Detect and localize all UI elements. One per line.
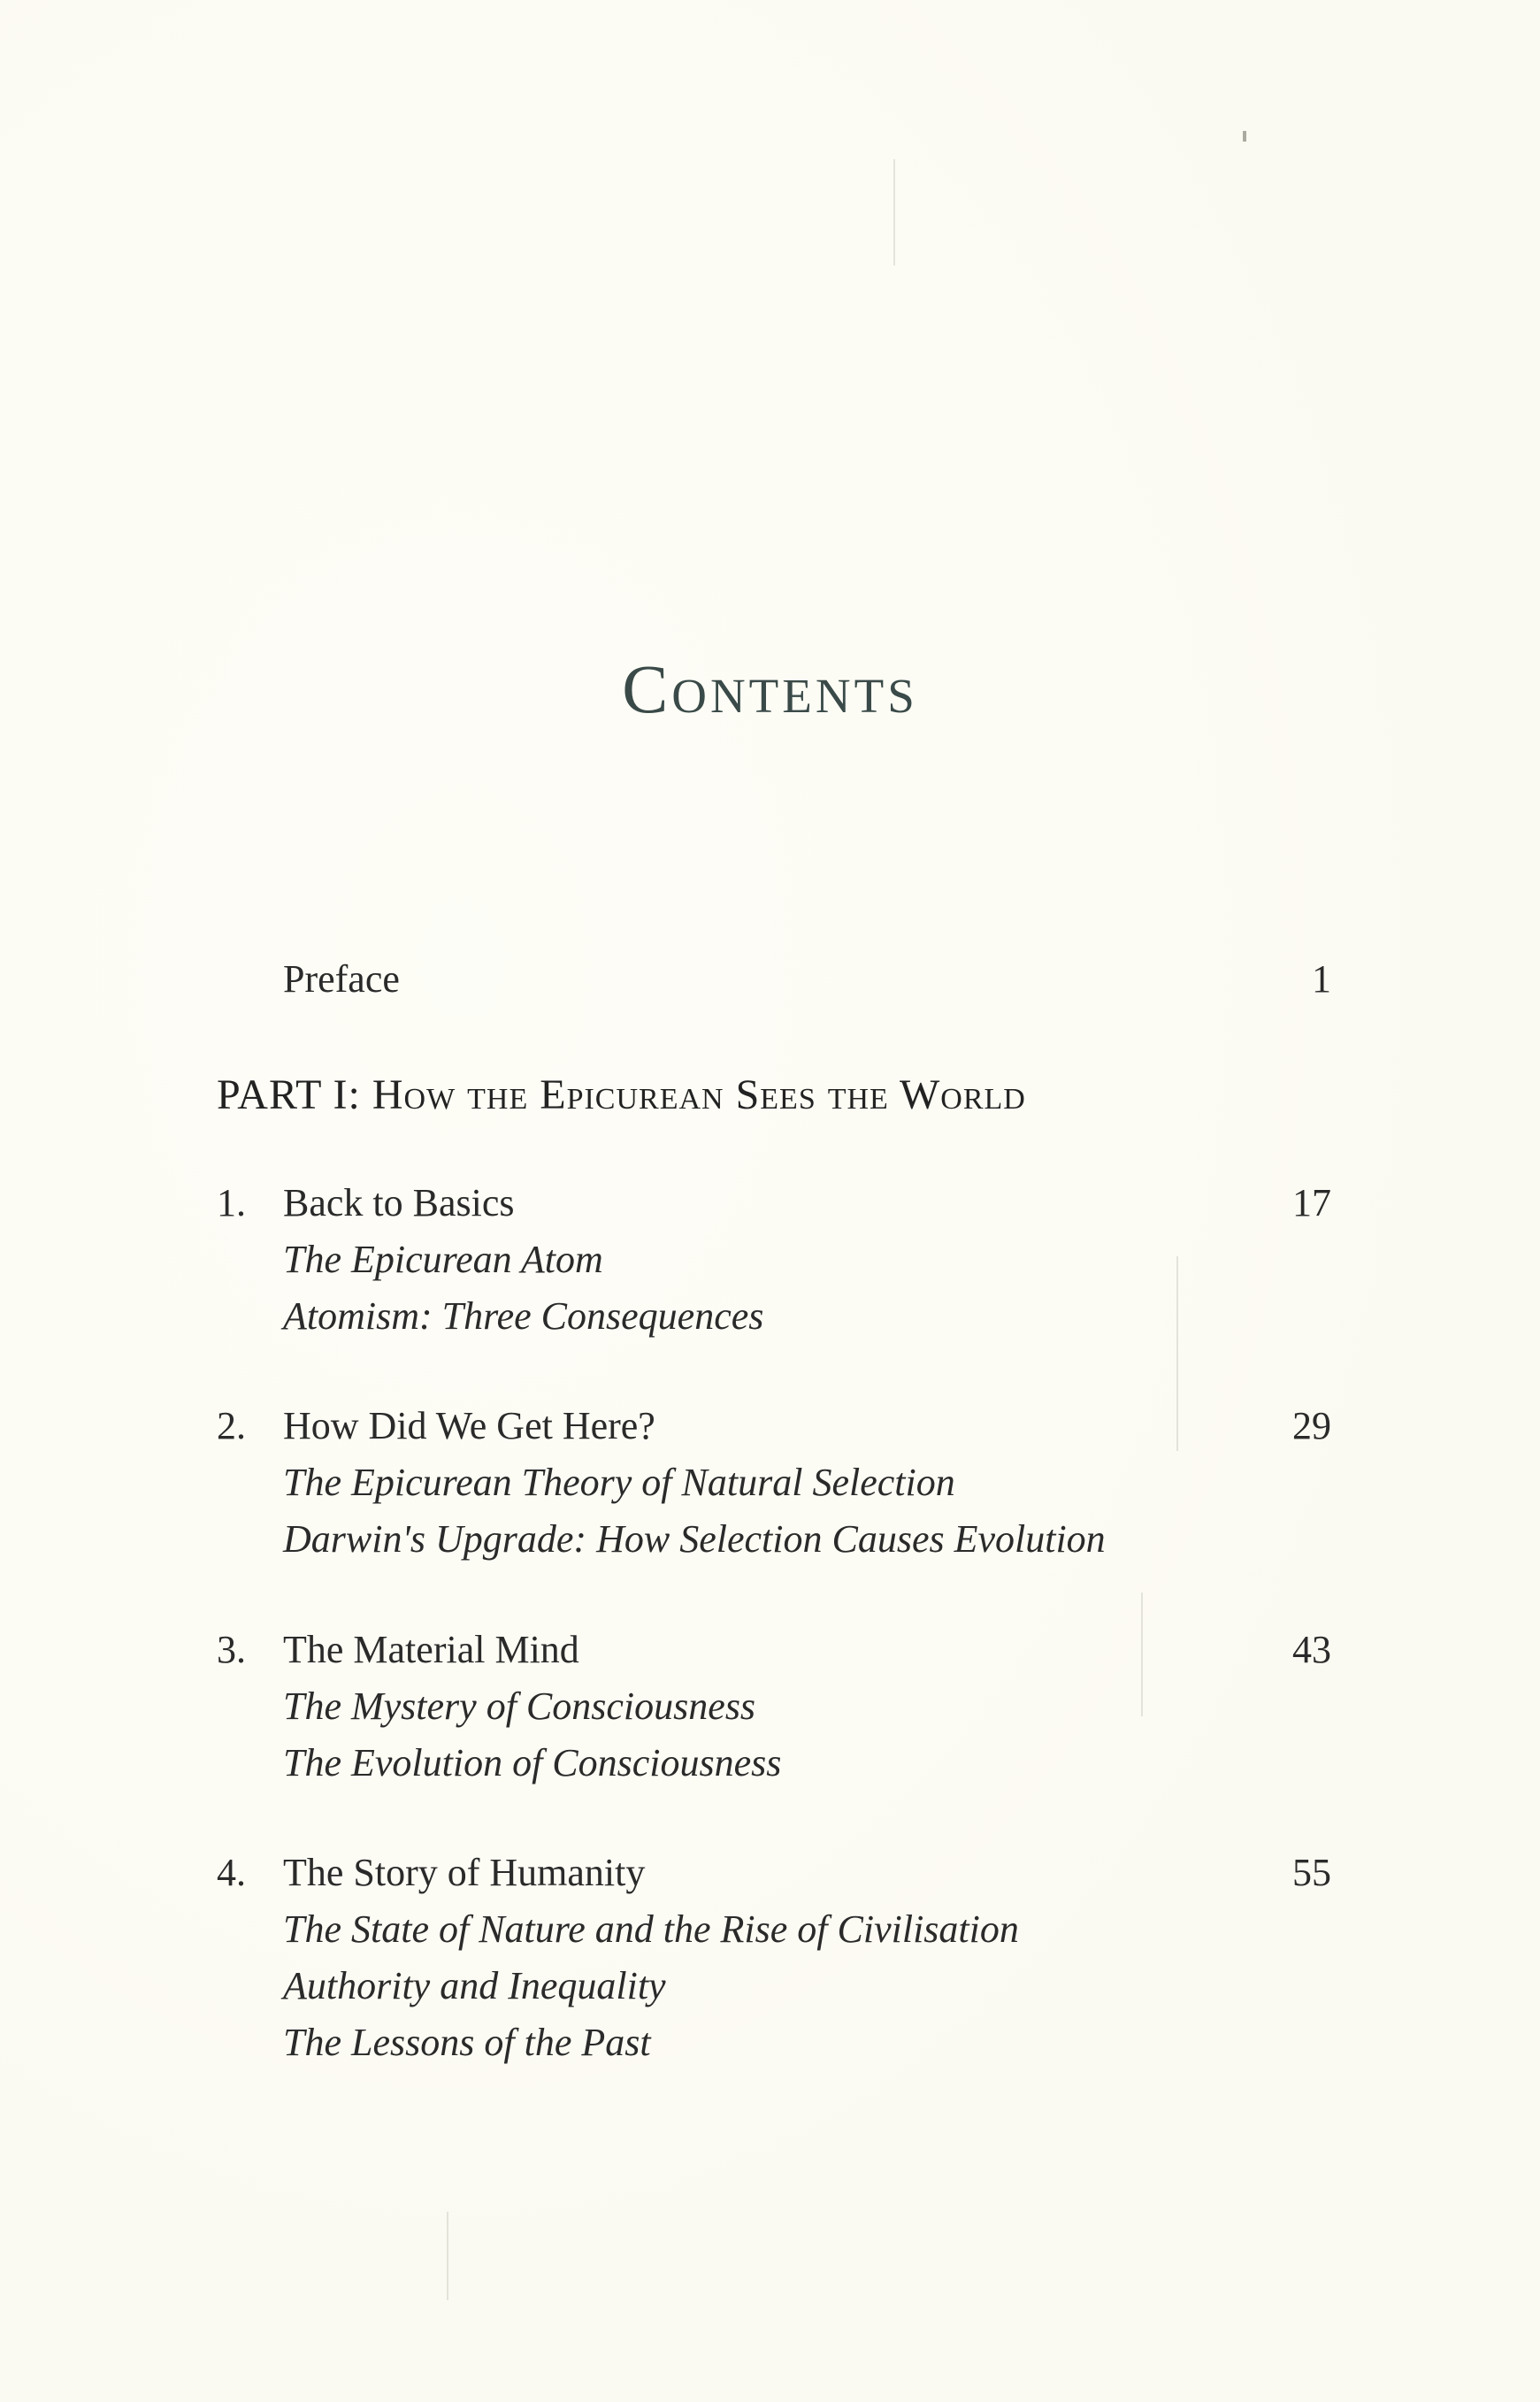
section-title: The Evolution of Consciousness [283,1741,782,1784]
chapter-line [217,1398,1331,1454]
chapter-title: The Story of Humanity [283,1851,646,1894]
page-title: Contents [622,650,918,727]
chapter-page-number: 43 [1292,1628,1331,1671]
chapter-number: 3. [217,1628,246,1671]
chapter-entry [217,1622,1331,1792]
section-title: Atomism: Three Consequences [283,1294,764,1338]
chapter-number: 4. [217,1851,246,1894]
preface-label: Preface [283,957,400,1001]
chapter-entry [217,1845,1331,2071]
chapter-title: Back to Basics [283,1181,515,1224]
chapter-title: The Material Mind [283,1628,579,1671]
preface-entry [283,951,1331,1008]
chapter-line [217,1845,1331,1901]
section-title: The State of Nature and the Rise of Civilisation [283,1907,1019,1951]
chapter-entry [217,1398,1331,1568]
part-heading: PART I: How the Epicurean Sees the World [217,1071,1026,1118]
section-title: Darwin's Upgrade: How Selection Causes Evolution [283,1517,1106,1561]
chapter-page-number: 55 [1292,1851,1331,1894]
section-title: The Epicurean Atom [283,1238,603,1281]
chapter-title: How Did We Get Here? [283,1404,655,1447]
chapter-number: 2. [217,1404,246,1447]
preface-page-number: 1 [1312,957,1331,1001]
chapter-page-number: 17 [1292,1181,1331,1224]
scan-mark [447,2212,448,2300]
scan-mark [1243,131,1246,142]
chapter-entry [217,1175,1331,1345]
chapter-line [217,1175,1331,1232]
section-title: Authority and Inequality [283,1964,666,2007]
section-title: The Mystery of Consciousness [283,1684,756,1728]
chapter-page-number: 29 [1292,1404,1331,1447]
chapter-line [217,1622,1331,1678]
chapter-number: 1. [217,1181,246,1224]
scan-mark [893,159,895,265]
section-title: The Lessons of the Past [283,2021,651,2064]
section-title: The Epicurean Theory of Natural Selection [283,1461,955,1504]
